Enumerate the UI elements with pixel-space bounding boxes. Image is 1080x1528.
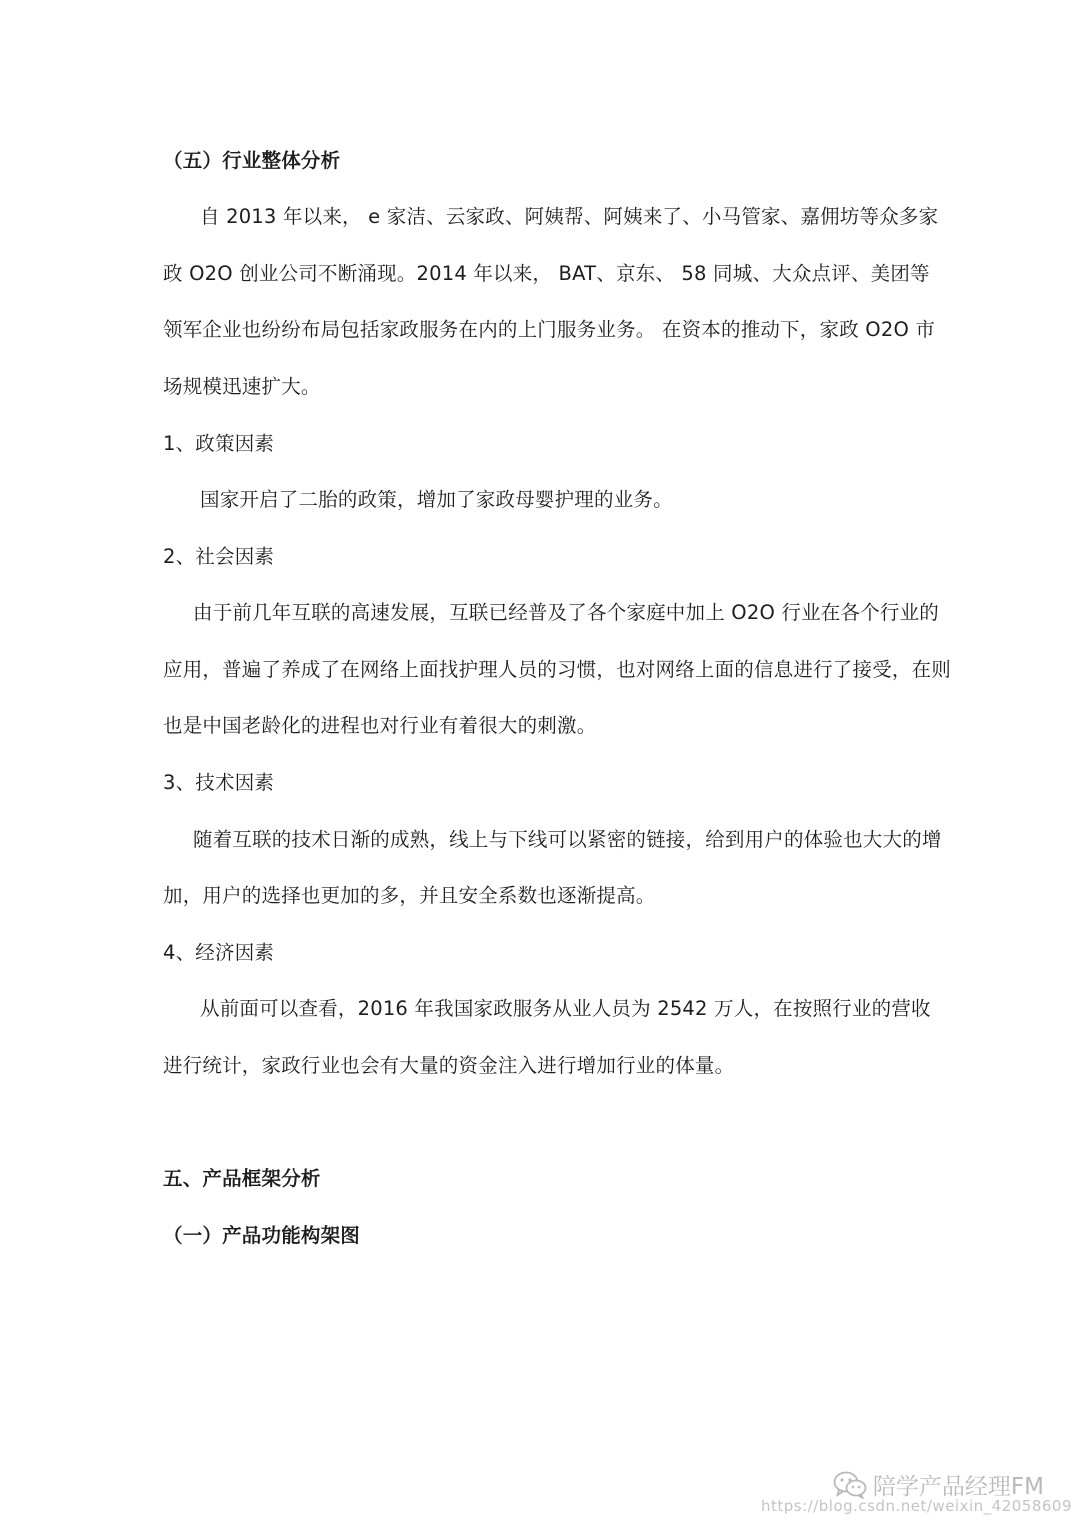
factor-title-policy: 1、政策因素	[163, 432, 275, 455]
intro-line-1: 自 2013 年以来， e 家洁、云家政、阿姨帮、阿姨来了、小马管家、嘉佣坊等众多家	[200, 205, 939, 228]
section-heading: （五）行业整体分析	[163, 149, 341, 172]
factor-text-social-1: 由于前几年互联的高速发展，互联已经普及了各个家庭中加上 O2O 行业在各个行业的	[193, 601, 940, 624]
watermark-url: https://blog.csdn.net/weixin_42058609	[760, 1497, 1072, 1515]
watermark-account: 陪学产品经理FM	[872, 1474, 1044, 1500]
factor-text-economy-2: 进行统计，家政行业也会有大量的资金注入进行增加行业的体量。	[163, 1054, 735, 1077]
intro-line-2: 政 O2O 创业公司不断涌现。2014 年以来， BAT、京东、 58 同城、大众点评、美团等	[163, 262, 930, 285]
factor-text-tech-1: 随着互联的技术日渐的成熟，线上与下线可以紧密的链接，给到用户的体验也大大的增	[193, 828, 942, 851]
intro-line-3: 领军企业也纷纷布局包括家政服务在内的上门服务业务。 在资本的推动下，家政 O2O 市	[163, 318, 936, 341]
intro-line-4: 场规模迅速扩大。	[163, 375, 321, 398]
factor-title-economy: 4、经济因素	[163, 941, 275, 964]
factor-text-economy-1: 从前面可以查看，2016 年我国家政服务从业人员为 2542 万人，在按照行业的营收	[200, 997, 931, 1020]
factor-title-tech: 3、技术因素	[163, 771, 275, 794]
factor-title-social: 2、社会因素	[163, 545, 275, 568]
factor-text-tech-2: 加，用户的选择也更加的多，并且安全系数也逐渐提高。	[163, 884, 656, 907]
wechat-icon	[833, 1471, 867, 1499]
factor-text-social-3: 也是中国老龄化的进程也对行业有着很大的刺激。	[163, 714, 597, 737]
chapter-heading: 五、产品框架分析	[163, 1167, 321, 1190]
factor-text-policy-1: 国家开启了二胎的政策，增加了家政母婴护理的业务。	[200, 488, 673, 511]
subsection-heading: （一）产品功能构架图	[163, 1224, 361, 1247]
factor-text-social-2: 应用，普遍了养成了在网络上面找护理人员的习惯，也对网络上面的信息进行了接受，在则	[163, 658, 952, 681]
